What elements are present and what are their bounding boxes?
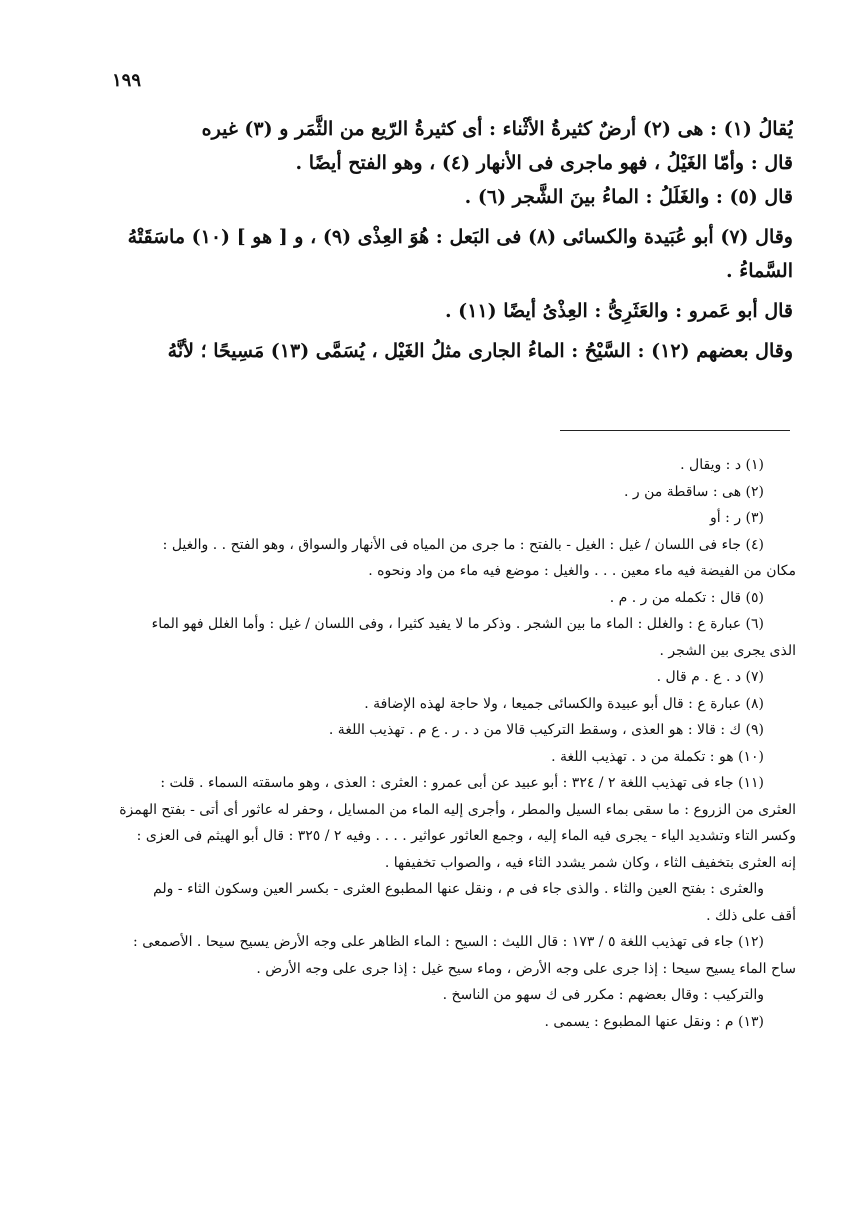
footnote-line: (١) د : ويقال . — [680, 457, 764, 473]
footnote-line: (٦) عبارة ع : والغلل : الماء ما بين الشجر . وذكر ما لا يفيد كثيرا ، وفى اللسان / غيل : وأما الغلل فهو الماء — [151, 616, 764, 632]
main-text-line: قال (٥) : والغَلَلُ : الماءُ بينَ الشَّجر (٦) . — [464, 186, 793, 208]
footnote-line: والعثرى : بفتح العين والثاء . والذى جاء فى م ، ونقل عنها المطبوع العثرى - بكسر العين وسكون الثاء - ولم — [153, 881, 764, 897]
footnote-line: (١٠) هو : تكملة من د . تهذيب اللغة . — [551, 748, 764, 765]
footnote-line: إنه العثرى بتخفيف الثاء ، وكان شمر يشدد الثاء فيه ، والصواب تخفيفها . — [384, 854, 796, 871]
main-text-line: وقال (٧) أبو عُبَيدة والكسائى (٨) فى البَعل : هُوَ العِذْى (٩) ، و [ هو ] (١٠) ماسَقَتْهُ — [127, 226, 793, 248]
footnote-line: (١٢) جاء فى تهذيب اللغة ٥ / ١٧٣ : قال الليث : السيح : الماء الظاهر على وجه الأرض يسيح سيحا . الأصمعى : — [133, 934, 764, 950]
footnote-line: مكان من الفيضة فيه ماء معين . . . والغيل : موضع فيه ماء من واد ونحوه . — [368, 563, 796, 579]
main-text-line: قال أبو عَمرو : والعَثَرِىُّ : العِذْىُ أيضًا (١١) . — [444, 300, 793, 322]
footnote-line: والتركيب : وقال بعضهم : مكرر فى ك سهو من الناسخ . — [442, 987, 764, 1003]
footnote-line: (٤) جاء فى اللسان / غيل : الغيل - بالفتح : ما جرى من المياه فى الأنهار والسواق ، وهو الفتح . . والغيل : — [162, 536, 764, 553]
footnote-line: العثرى من الزروع : ما سقى بماء السيل والمطر ، وأجرى إليه الماء من المسايل ، وحفر له عاثور أى أتى - بفتح الهمزة — [119, 801, 796, 818]
footnote-line: أقف على ذلك . — [706, 907, 796, 924]
main-text-line: قال : وأمّا الغَيْلُ ، فهو ماجرى فى الأنهار (٤) ، وهو الفتح أيضًا . — [295, 152, 793, 174]
page-number: ١٩٩ — [112, 70, 142, 91]
footnote-line: (٣) ر : أو — [710, 510, 764, 526]
main-text-line: وقال بعضهم (١٢) : السَّيْحُ : الماءُ الجارى مثلُ الغَيْل ، يُسَمَّى (١٣) مَسِيحًا ؛ لأنَّهُ — [167, 340, 793, 362]
main-text-line: السَّماءُ . — [726, 260, 793, 282]
footnote-line: (٩) ك : قالا : هو العذى ، وسقط التركيب قالا من د . ر . ع م . تهذيب اللغة . — [328, 722, 764, 738]
footnote-line: (٥) قال : تكمله من ر . م . — [609, 589, 764, 606]
footnote-line: الذى يجرى بين الشجر . — [659, 642, 796, 659]
footnote-line: ساح الماء يسيح سيحا : إذا جرى على وجه الأرض ، وماء سيح غيل : إذا جرى على وجه الأرض . — [256, 960, 796, 977]
main-text-line: يُقالُ (١) : هى (٢) أرضٌ كثيرةُ الأثْناء : أى كثيرةُ الرّيع من الثَّمَر و (٣) غيره — [201, 118, 793, 140]
footnotes — [98, 452, 796, 1035]
footnote-line: (٨) عبارة ع : قال أبو عبيدة والكسائى جميعا ، ولا حاجة لهذه الإضافة . — [364, 695, 764, 712]
footnote-separator — [560, 430, 790, 431]
footnote-line: وكسر التاء وتشديد الياء - يجرى فيه الماء إليه ، وجمع العاثور عواثير . . . . وفيه ٢ / ٣٢٥ : قال أبو الهيثم فى العزى : — [136, 828, 796, 844]
footnote-line: (٢) هى : ساقطة من ر . — [624, 483, 764, 500]
footnote-line: (١٣) م : ونقل عنها المطبوع : يسمى . — [544, 1013, 764, 1030]
footnote-line: (٧) د . ع . م قال . — [656, 669, 764, 685]
main-text — [98, 112, 793, 368]
footnote-line: (١١) جاء فى تهذيب اللغة ٢ / ٣٢٤ : أبو عبيد عن أبى عمرو : العثرى : العذى ، وهو ماسقته السماء . قلت : — [160, 775, 764, 791]
